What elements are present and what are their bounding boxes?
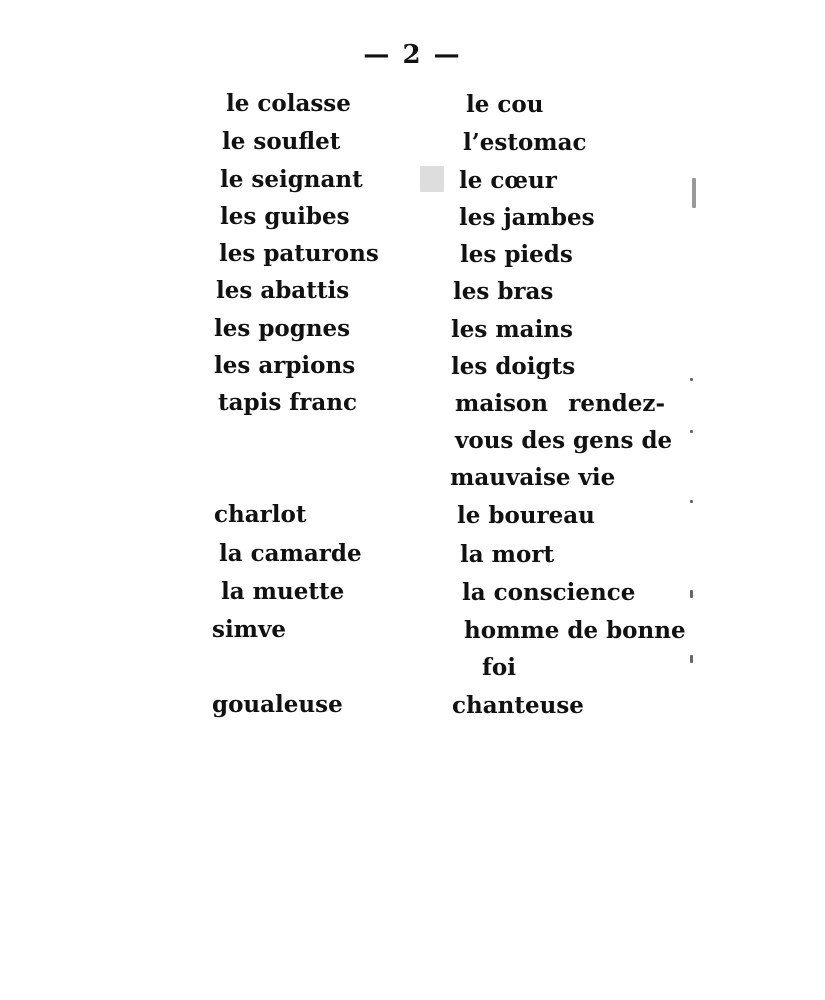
definition-word: rendez- xyxy=(568,390,665,417)
scan-speck xyxy=(690,590,693,598)
definition-line: l’estomac xyxy=(463,129,587,156)
definition-line: le cou xyxy=(466,91,544,118)
definition-line: la mort xyxy=(460,541,555,568)
definition-line: vous des gens de xyxy=(455,427,673,454)
glossary-term: la muette xyxy=(221,578,345,605)
glossary-term: la camarde xyxy=(219,540,362,567)
scan-speck xyxy=(420,166,444,192)
glossary-definition xyxy=(459,199,595,236)
definition-line: foi xyxy=(482,654,516,681)
glossary-definition xyxy=(459,162,557,199)
page-number-value: 2 xyxy=(402,40,423,70)
glossary-term: les arpions xyxy=(214,352,356,379)
definition-line: homme de bonne xyxy=(464,617,686,644)
glossary-definition xyxy=(452,687,584,724)
definition-line: les doigts xyxy=(451,353,576,380)
glossary-definition xyxy=(464,612,686,686)
glossary-term: charlot xyxy=(214,501,307,528)
definition-line xyxy=(455,385,665,422)
glossary-term: simve xyxy=(212,616,287,643)
glossary-definition xyxy=(451,311,573,348)
scan-speck xyxy=(690,378,693,381)
scan-speck xyxy=(690,500,693,503)
glossary-term: goualeuse xyxy=(212,691,343,718)
definition-line: les jambes xyxy=(459,204,595,231)
scan-speck xyxy=(690,655,693,663)
definition-line: les bras xyxy=(453,278,554,305)
glossary-term: les pognes xyxy=(214,315,351,342)
glossary-definition xyxy=(466,86,543,123)
glossary-table xyxy=(0,86,825,766)
page-number xyxy=(0,40,825,70)
definition-line: le boureau xyxy=(457,502,595,529)
definition-line: la conscience xyxy=(462,579,636,606)
glossary-term: les abattis xyxy=(216,277,350,304)
glossary-definition xyxy=(460,536,554,573)
glossary-definition xyxy=(453,273,553,310)
glossary-definition xyxy=(451,348,575,385)
definition-line: les pieds xyxy=(460,241,573,268)
glossary-definition xyxy=(450,385,673,496)
glossary-term: les paturons xyxy=(219,240,379,267)
glossary-term: le colasse xyxy=(226,90,351,117)
glossary-term: le seignant xyxy=(220,166,363,193)
glossary-term: le souflet xyxy=(222,128,341,155)
glossary-term: tapis franc xyxy=(218,389,357,416)
glossary-definition xyxy=(463,124,587,161)
definition-word: maison xyxy=(455,390,548,417)
glossary-definition xyxy=(457,497,595,534)
glossary-definition xyxy=(462,574,635,611)
definition-line: chanteuse xyxy=(452,692,584,719)
definition-line: mauvaise vie xyxy=(450,464,616,491)
page-number-prefix: — xyxy=(363,40,392,70)
scan-speck xyxy=(690,430,693,433)
definition-line: les mains xyxy=(451,316,573,343)
glossary-definition xyxy=(460,236,573,273)
page-number-suffix: — xyxy=(433,40,462,70)
definition-line: le cœur xyxy=(459,167,557,194)
scan-speck xyxy=(692,178,696,208)
glossary-term: les guibes xyxy=(220,203,350,230)
